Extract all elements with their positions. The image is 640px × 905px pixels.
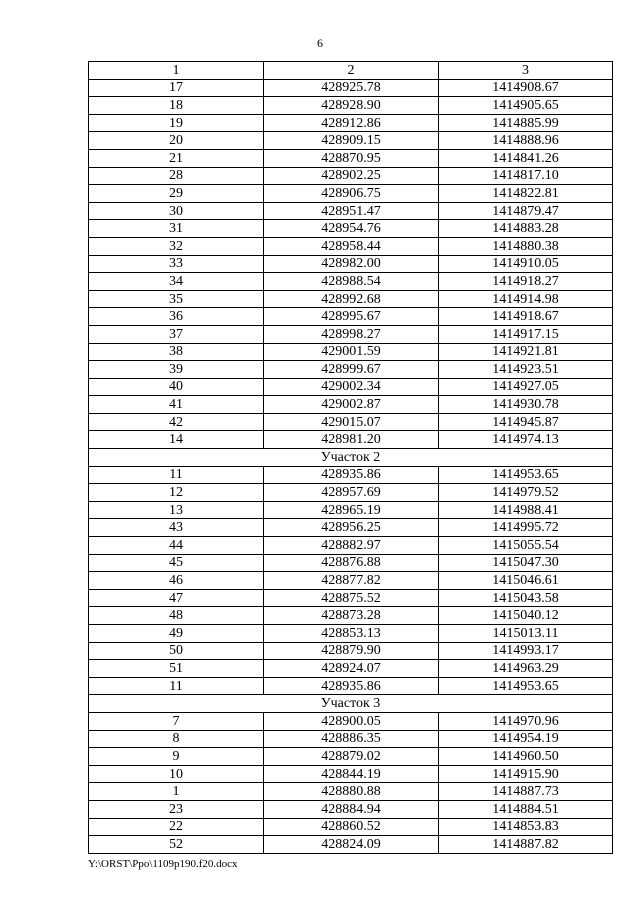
table-row	[89, 642, 613, 660]
page-number: 6	[317, 36, 323, 50]
x-coordinate-cell: 428957.69	[264, 484, 439, 502]
table-row	[89, 484, 613, 502]
table-row	[89, 466, 613, 484]
x-coordinate-cell: 428853.13	[264, 625, 439, 643]
x-coordinate-cell: 428988.54	[264, 273, 439, 291]
table-row	[89, 765, 613, 783]
y-coordinate-cell: 1414988.41	[439, 501, 613, 519]
y-coordinate-cell: 1415013.11	[439, 625, 613, 643]
table-row	[89, 836, 613, 854]
point-number-cell: 45	[89, 554, 264, 572]
point-number-cell: 31	[89, 220, 264, 238]
x-coordinate-cell: 428956.25	[264, 519, 439, 537]
section-title-cell: Участок 2	[89, 449, 613, 467]
y-coordinate-cell: 1414822.81	[439, 185, 613, 203]
x-coordinate-cell: 429002.34	[264, 378, 439, 396]
coordinates-table	[88, 61, 613, 854]
y-coordinate-cell: 1415043.58	[439, 589, 613, 607]
y-coordinate-cell: 1414905.65	[439, 97, 613, 115]
section-row	[89, 449, 613, 467]
table-row	[89, 185, 613, 203]
point-number-cell: 7	[89, 712, 264, 730]
x-coordinate-cell: 428877.82	[264, 572, 439, 590]
y-coordinate-cell: 1414880.38	[439, 237, 613, 255]
y-coordinate-cell: 1414921.81	[439, 343, 613, 361]
table-row	[89, 660, 613, 678]
x-coordinate-cell: 428992.68	[264, 290, 439, 308]
point-number-cell: 11	[89, 466, 264, 484]
coordinates-table-body	[89, 62, 613, 854]
point-number-cell: 42	[89, 413, 264, 431]
section-row	[89, 695, 613, 713]
point-number-cell: 18	[89, 97, 264, 115]
point-number-cell: 33	[89, 255, 264, 273]
point-number-cell: 1	[89, 783, 264, 801]
x-coordinate-cell: 428982.00	[264, 255, 439, 273]
y-coordinate-cell: 1414853.83	[439, 818, 613, 836]
point-number-cell: 49	[89, 625, 264, 643]
y-coordinate-cell: 1414930.78	[439, 396, 613, 414]
x-coordinate-cell: 428995.67	[264, 308, 439, 326]
x-coordinate-cell: 428906.75	[264, 185, 439, 203]
table-row	[89, 501, 613, 519]
table-row	[89, 273, 613, 291]
y-coordinate-cell: 1414918.27	[439, 273, 613, 291]
table-row	[89, 325, 613, 343]
x-coordinate-cell: 428884.94	[264, 800, 439, 818]
y-coordinate-cell: 1414884.51	[439, 800, 613, 818]
point-number-cell: 17	[89, 79, 264, 97]
point-number-cell: 22	[89, 818, 264, 836]
table-row	[89, 589, 613, 607]
y-coordinate-cell: 1414993.17	[439, 642, 613, 660]
y-coordinate-cell: 1414974.13	[439, 431, 613, 449]
table-row	[89, 748, 613, 766]
point-number-cell: 12	[89, 484, 264, 502]
x-coordinate-cell: 428860.52	[264, 818, 439, 836]
table-row	[89, 783, 613, 801]
y-coordinate-cell: 1414885.99	[439, 114, 613, 132]
y-coordinate-cell: 1414954.19	[439, 730, 613, 748]
x-coordinate-cell: 428902.25	[264, 167, 439, 185]
point-number-cell: 44	[89, 537, 264, 555]
y-coordinate-cell: 1414879.47	[439, 202, 613, 220]
table-row	[89, 220, 613, 238]
table-row	[89, 554, 613, 572]
y-coordinate-cell: 1414918.67	[439, 308, 613, 326]
point-number-cell: 43	[89, 519, 264, 537]
y-coordinate-cell: 1414883.28	[439, 220, 613, 238]
x-coordinate-cell: 428998.27	[264, 325, 439, 343]
x-coordinate-cell: 429015.07	[264, 413, 439, 431]
x-coordinate-cell: 428958.44	[264, 237, 439, 255]
point-number-cell: 51	[89, 660, 264, 678]
y-coordinate-cell: 1414923.51	[439, 361, 613, 379]
x-coordinate-cell: 428886.35	[264, 730, 439, 748]
table-row	[89, 712, 613, 730]
table-row	[89, 625, 613, 643]
y-coordinate-cell: 1414841.26	[439, 149, 613, 167]
table-row	[89, 818, 613, 836]
point-number-cell: 47	[89, 589, 264, 607]
table-header-row	[89, 62, 613, 80]
x-coordinate-cell: 428928.90	[264, 97, 439, 115]
table-row	[89, 572, 613, 590]
point-number-cell: 21	[89, 149, 264, 167]
point-number-cell: 14	[89, 431, 264, 449]
table-row	[89, 378, 613, 396]
point-number-cell: 13	[89, 501, 264, 519]
table-row	[89, 114, 613, 132]
point-number-cell: 32	[89, 237, 264, 255]
y-coordinate-cell: 1414979.52	[439, 484, 613, 502]
table-row	[89, 132, 613, 150]
y-coordinate-cell: 1414908.67	[439, 79, 613, 97]
point-number-cell: 19	[89, 114, 264, 132]
table-row	[89, 79, 613, 97]
table-row	[89, 97, 613, 115]
table-row	[89, 290, 613, 308]
point-number-cell: 10	[89, 765, 264, 783]
x-coordinate-cell: 428925.78	[264, 79, 439, 97]
point-number-cell: 40	[89, 378, 264, 396]
x-coordinate-cell: 428882.97	[264, 537, 439, 555]
table-row	[89, 308, 613, 326]
table-row	[89, 202, 613, 220]
point-number-cell: 36	[89, 308, 264, 326]
table-row	[89, 607, 613, 625]
point-number-cell: 41	[89, 396, 264, 414]
y-coordinate-cell: 1414945.87	[439, 413, 613, 431]
x-coordinate-cell: 428912.86	[264, 114, 439, 132]
x-coordinate-cell: 428870.95	[264, 149, 439, 167]
x-coordinate-cell: 428951.47	[264, 202, 439, 220]
x-coordinate-cell: 428935.86	[264, 677, 439, 695]
y-coordinate-cell: 1415055.54	[439, 537, 613, 555]
point-number-cell: 46	[89, 572, 264, 590]
table-row	[89, 413, 613, 431]
table-row	[89, 361, 613, 379]
point-number-cell: 34	[89, 273, 264, 291]
y-coordinate-cell: 1414887.82	[439, 836, 613, 854]
point-number-cell: 28	[89, 167, 264, 185]
y-coordinate-cell: 1414953.65	[439, 677, 613, 695]
point-number-cell: 52	[89, 836, 264, 854]
point-number-cell: 20	[89, 132, 264, 150]
y-coordinate-cell: 1414963.29	[439, 660, 613, 678]
y-coordinate-cell: 1414953.65	[439, 466, 613, 484]
column-number-cell: 1	[89, 62, 264, 80]
point-number-cell: 38	[89, 343, 264, 361]
y-coordinate-cell: 1414995.72	[439, 519, 613, 537]
point-number-cell: 50	[89, 642, 264, 660]
point-number-cell: 37	[89, 325, 264, 343]
x-coordinate-cell: 428879.02	[264, 748, 439, 766]
point-number-cell: 48	[89, 607, 264, 625]
x-coordinate-cell: 428954.76	[264, 220, 439, 238]
point-number-cell: 8	[89, 730, 264, 748]
point-number-cell: 29	[89, 185, 264, 203]
table-row	[89, 800, 613, 818]
point-number-cell: 35	[89, 290, 264, 308]
x-coordinate-cell: 428909.15	[264, 132, 439, 150]
table-row	[89, 237, 613, 255]
table-row	[89, 730, 613, 748]
x-coordinate-cell: 428876.88	[264, 554, 439, 572]
point-number-cell: 11	[89, 677, 264, 695]
y-coordinate-cell: 1415047.30	[439, 554, 613, 572]
y-coordinate-cell: 1415040.12	[439, 607, 613, 625]
x-coordinate-cell: 428924.07	[264, 660, 439, 678]
table-row	[89, 343, 613, 361]
y-coordinate-cell: 1414887.73	[439, 783, 613, 801]
x-coordinate-cell: 428935.86	[264, 466, 439, 484]
x-coordinate-cell: 428880.88	[264, 783, 439, 801]
y-coordinate-cell: 1414910.05	[439, 255, 613, 273]
table-row	[89, 677, 613, 695]
y-coordinate-cell: 1414914.98	[439, 290, 613, 308]
x-coordinate-cell: 428900.05	[264, 712, 439, 730]
y-coordinate-cell: 1415046.61	[439, 572, 613, 590]
x-coordinate-cell: 428875.52	[264, 589, 439, 607]
table-row	[89, 537, 613, 555]
table-row	[89, 431, 613, 449]
table-row	[89, 396, 613, 414]
x-coordinate-cell: 428981.20	[264, 431, 439, 449]
document-file-path: Y:\ORST\Ppo\1109p190.f20.docx	[88, 858, 238, 870]
table-row	[89, 149, 613, 167]
point-number-cell: 30	[89, 202, 264, 220]
x-coordinate-cell: 428999.67	[264, 361, 439, 379]
table-row	[89, 167, 613, 185]
y-coordinate-cell: 1414970.96	[439, 712, 613, 730]
y-coordinate-cell: 1414817.10	[439, 167, 613, 185]
x-coordinate-cell: 429002.87	[264, 396, 439, 414]
x-coordinate-cell: 428873.28	[264, 607, 439, 625]
y-coordinate-cell: 1414917.15	[439, 325, 613, 343]
table-row	[89, 255, 613, 273]
column-number-cell: 3	[439, 62, 613, 80]
y-coordinate-cell: 1414960.50	[439, 748, 613, 766]
point-number-cell: 9	[89, 748, 264, 766]
section-title-cell: Участок 3	[89, 695, 613, 713]
y-coordinate-cell: 1414927.05	[439, 378, 613, 396]
table-row	[89, 519, 613, 537]
point-number-cell: 39	[89, 361, 264, 379]
y-coordinate-cell: 1414915.90	[439, 765, 613, 783]
x-coordinate-cell: 428844.19	[264, 765, 439, 783]
x-coordinate-cell: 428965.19	[264, 501, 439, 519]
x-coordinate-cell: 428824.09	[264, 836, 439, 854]
point-number-cell: 23	[89, 800, 264, 818]
y-coordinate-cell: 1414888.96	[439, 132, 613, 150]
x-coordinate-cell: 429001.59	[264, 343, 439, 361]
x-coordinate-cell: 428879.90	[264, 642, 439, 660]
column-number-cell: 2	[264, 62, 439, 80]
